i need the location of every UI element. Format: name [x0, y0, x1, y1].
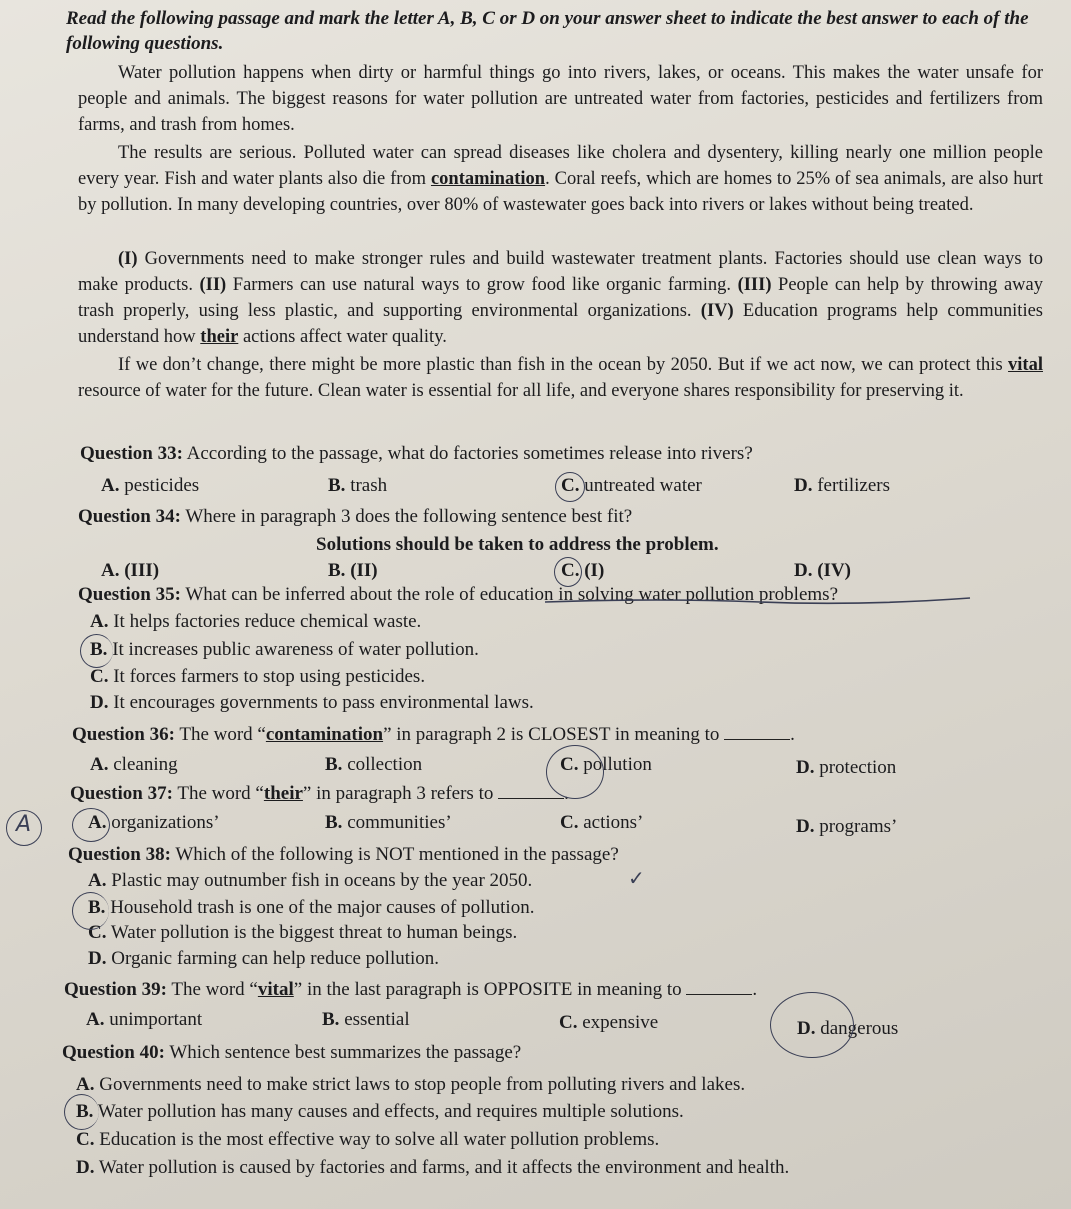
- option-letter: B.: [328, 475, 346, 496]
- paragraph-1: [78, 60, 1043, 138]
- option-text: fertilizers: [812, 475, 891, 496]
- option-text: unimportant: [104, 1009, 203, 1030]
- keyword-vital: vital: [1008, 355, 1043, 375]
- option-text: Water pollution is the biggest threat to human beings.: [106, 922, 518, 943]
- q37-option-b[interactable]: [325, 810, 452, 836]
- option-text: organizations’: [106, 812, 220, 833]
- q38-option-a[interactable]: [88, 868, 532, 894]
- option-letter: D.: [88, 948, 107, 969]
- q36-option-d[interactable]: [796, 755, 896, 781]
- option-letter: A.: [101, 560, 120, 581]
- question-37-label: Question 37:: [70, 783, 173, 804]
- q38-option-d[interactable]: [88, 946, 439, 972]
- option-text: Governments need to make strict laws to stop people from polluting rivers and lakes.: [94, 1074, 746, 1095]
- option-letter: C.: [561, 475, 580, 496]
- question-38-label: Question 38:: [68, 844, 171, 865]
- q37-option-a[interactable]: [88, 810, 220, 836]
- option-text: pollution: [578, 754, 652, 775]
- option-text: Organic farming can help reduce pollution.: [106, 948, 440, 969]
- option-text: untreated water: [579, 475, 702, 496]
- question-36: [72, 722, 795, 748]
- q36-option-a[interactable]: [90, 752, 178, 778]
- q33-option-d[interactable]: [794, 473, 890, 499]
- option-letter: C.: [90, 666, 109, 687]
- question-40-text: Which sentence best summarizes the passage?: [164, 1042, 522, 1063]
- q38-option-b[interactable]: [88, 895, 534, 921]
- option-text: (IV): [812, 560, 852, 581]
- question-36-keyword: contamination: [265, 724, 384, 745]
- paragraph-4-text-b: resource of water for the future. Clean water is essential for all life, and everyone shares responsibility for preserving it.: [78, 381, 964, 401]
- option-text: pesticides: [119, 475, 200, 496]
- paragraph-2-text-a: The results are serious. Polluted water can spread diseases like cholera and dysentery, killing nearly one million people every year. Fish and water plants also die from: [78, 143, 1043, 189]
- option-text: It helps factories reduce chemical waste.: [108, 611, 422, 632]
- q39-option-a[interactable]: [86, 1007, 202, 1033]
- option-text: actions’: [578, 812, 644, 833]
- option-letter: B.: [76, 1101, 94, 1122]
- question-37-end: .: [564, 783, 569, 804]
- question-39-label: Question 39:: [64, 979, 167, 1000]
- option-letter: D.: [796, 816, 815, 837]
- question-39-end: .: [752, 979, 758, 1000]
- option-text: protection: [814, 757, 897, 778]
- option-letter: D.: [797, 1018, 816, 1039]
- option-letter: C.: [560, 754, 579, 775]
- paragraph-4-text-a: If we don’t change, there might be more plastic than fish in the ocean by 2050. But if we act now, we can protect this: [118, 355, 1009, 375]
- question-38: [68, 842, 619, 868]
- option-letter: B.: [325, 754, 343, 775]
- paragraph-2: [78, 140, 1043, 218]
- question-37-text-a: The word “: [172, 783, 264, 804]
- option-text: Education is the most effective way to solve all water pollution problems.: [94, 1129, 660, 1150]
- margin-answer-a: A: [16, 812, 32, 837]
- q35-option-b[interactable]: [90, 637, 479, 663]
- option-letter: B.: [90, 639, 108, 660]
- paragraph-3-text-c: People can help by throwing away trash properly, using less plastic, and supporting environmental organizations.: [78, 275, 1043, 321]
- option-text: It encourages governments to pass environmental laws.: [108, 692, 534, 713]
- marker-I: (I): [118, 249, 138, 269]
- option-letter: D.: [90, 692, 109, 713]
- q35-option-d[interactable]: [90, 690, 534, 716]
- paragraph-2-text-b: . Coral reefs, which are homes to 25% of sea animals, are also hurt by pollution. In many developing countries, over 80% of wastewater goes back into rivers or lakes without being treated.: [78, 169, 1043, 215]
- option-letter: C.: [76, 1129, 95, 1150]
- option-letter: A.: [76, 1074, 95, 1095]
- option-letter: B.: [328, 560, 346, 581]
- q34-option-b[interactable]: [328, 558, 378, 584]
- option-letter: A.: [101, 475, 120, 496]
- paragraph-1-text: Water pollution happens when dirty or harmful things go into rivers, lakes, or oceans. This makes the water unsafe for people and animals. The biggest reasons for water pollution are untreated water from factories, pesticides and fertilizers from farms, and trash from homes.: [78, 63, 1043, 135]
- option-letter: A.: [90, 754, 109, 775]
- q34-option-a[interactable]: [101, 558, 159, 584]
- option-letter: D.: [794, 560, 813, 581]
- question-37-keyword: their: [263, 783, 303, 804]
- q34-sentence: Solutions should be taken to address the problem.: [316, 534, 719, 555]
- option-letter: A.: [86, 1009, 105, 1030]
- paragraph-3-text-b: Farmers can use natural ways to grow food like organic farming.: [226, 275, 738, 295]
- marker-III: (III): [737, 275, 772, 295]
- q34-option-d[interactable]: [794, 558, 851, 584]
- q39-option-d[interactable]: [797, 1016, 898, 1042]
- option-letter: C.: [88, 922, 107, 943]
- question-33-label: Question 33:: [80, 443, 183, 464]
- option-text: essential: [339, 1009, 410, 1030]
- q38-option-c[interactable]: [88, 920, 517, 946]
- option-text: collection: [342, 754, 423, 775]
- instructions: Read the following passage and mark the letter A, B, C or D on your answer sheet to indicate the best answer to each of the following questions.: [66, 8, 1029, 54]
- question-35-label: Question 35:: [78, 584, 181, 605]
- q37-option-d[interactable]: [796, 814, 897, 840]
- option-letter: A.: [90, 611, 109, 632]
- q33-option-c[interactable]: [561, 473, 702, 499]
- question-36-text-b: ” in paragraph 2 is CLOSEST in meaning to: [383, 724, 725, 745]
- question-33: [80, 441, 753, 467]
- q39-option-c[interactable]: [559, 1010, 658, 1036]
- question-36-text-a: The word “: [174, 724, 266, 745]
- option-letter: C.: [560, 812, 579, 833]
- q40-option-d[interactable]: [76, 1155, 789, 1181]
- question-33-text: According to the passage, what do factories sometimes release into rivers?: [182, 443, 753, 464]
- option-letter: C.: [559, 1012, 578, 1033]
- option-text: (III): [119, 560, 160, 581]
- option-text: communities’: [342, 812, 452, 833]
- checkmark-icon: ✓: [628, 866, 645, 890]
- question-39-text-a: The word “: [166, 979, 258, 1000]
- option-text: Plastic may outnumber fish in oceans by the year 2050.: [106, 870, 533, 891]
- q35-option-c[interactable]: [90, 664, 425, 690]
- q36-option-c[interactable]: [560, 752, 652, 778]
- keyword-their: their: [200, 327, 239, 347]
- question-36-end: .: [790, 724, 795, 745]
- question-39: [64, 977, 757, 1003]
- paragraph-4: [78, 352, 1043, 404]
- option-letter: D.: [794, 475, 813, 496]
- option-letter: D.: [76, 1157, 95, 1178]
- option-letter: A.: [88, 870, 107, 891]
- option-text: Household trash is one of the major causes of pollution.: [105, 897, 535, 918]
- q40-option-b[interactable]: [76, 1099, 684, 1125]
- option-letter: A.: [88, 812, 107, 833]
- question-34-text: Where in paragraph 3 does the following sentence best fit?: [180, 506, 633, 527]
- option-text: expensive: [577, 1012, 659, 1033]
- paragraph-3-text-d: Education programs help communities understand how: [78, 301, 1043, 347]
- option-letter: B.: [325, 812, 343, 833]
- question-39-keyword: vital: [257, 979, 294, 1000]
- option-text: (II): [345, 560, 378, 581]
- q39-option-b[interactable]: [322, 1007, 410, 1033]
- q35-option-a[interactable]: [90, 609, 421, 635]
- option-letter: C.: [561, 560, 580, 581]
- question-35-text: What can be inferred about the role of education in solving water pollution problems?: [180, 584, 838, 605]
- q33-option-b[interactable]: [328, 473, 387, 499]
- q40-option-a[interactable]: [76, 1072, 745, 1098]
- marker-II: (II): [199, 275, 227, 295]
- option-text: dangerous: [815, 1018, 899, 1039]
- keyword-contamination: contamination: [430, 169, 546, 189]
- answer-blank: [498, 782, 564, 799]
- option-text: programs’: [814, 816, 898, 837]
- answer-blank: [686, 978, 752, 995]
- option-text: It increases public awareness of water pollution.: [107, 639, 479, 660]
- option-text: cleaning: [108, 754, 178, 775]
- question-34-label: Question 34:: [78, 506, 181, 527]
- option-text: trash: [345, 475, 388, 496]
- question-38-text: Which of the following is NOT mentioned in the passage?: [170, 844, 619, 865]
- question-39-text-b: ” in the last paragraph is OPPOSITE in meaning to: [293, 979, 687, 1000]
- option-text: Water pollution has many causes and effects, and requires multiple solutions.: [93, 1101, 684, 1122]
- q33-option-a[interactable]: [101, 473, 199, 499]
- paragraph-3-text-e: actions affect water quality.: [238, 327, 447, 347]
- question-40-label: Question 40:: [62, 1042, 165, 1063]
- option-text: (I): [579, 560, 605, 581]
- q37-option-c[interactable]: [560, 810, 643, 836]
- paragraph-3: [78, 246, 1043, 350]
- option-letter: B.: [322, 1009, 340, 1030]
- answer-blank: [724, 723, 790, 740]
- question-40: [62, 1040, 521, 1066]
- question-37-text-b: ” in paragraph 3 refers to: [302, 783, 499, 804]
- marker-IV: (IV): [700, 301, 734, 321]
- question-34: [78, 504, 632, 530]
- paragraph-3-text-a: Governments need to make stronger rules and build wastewater treatment plants. Factories should use clean ways to make products.: [78, 249, 1043, 295]
- q40-option-c[interactable]: [76, 1127, 659, 1153]
- question-37: [70, 781, 569, 807]
- question-36-label: Question 36:: [72, 724, 175, 745]
- option-letter: B.: [88, 897, 106, 918]
- option-text: It forces farmers to stop using pesticides.: [108, 666, 426, 687]
- q34-option-c[interactable]: [561, 558, 604, 584]
- question-35: [78, 582, 838, 608]
- q36-option-b[interactable]: [325, 752, 422, 778]
- option-letter: D.: [796, 757, 815, 778]
- option-text: Water pollution is caused by factories and farms, and it affects the environment and health.: [94, 1157, 790, 1178]
